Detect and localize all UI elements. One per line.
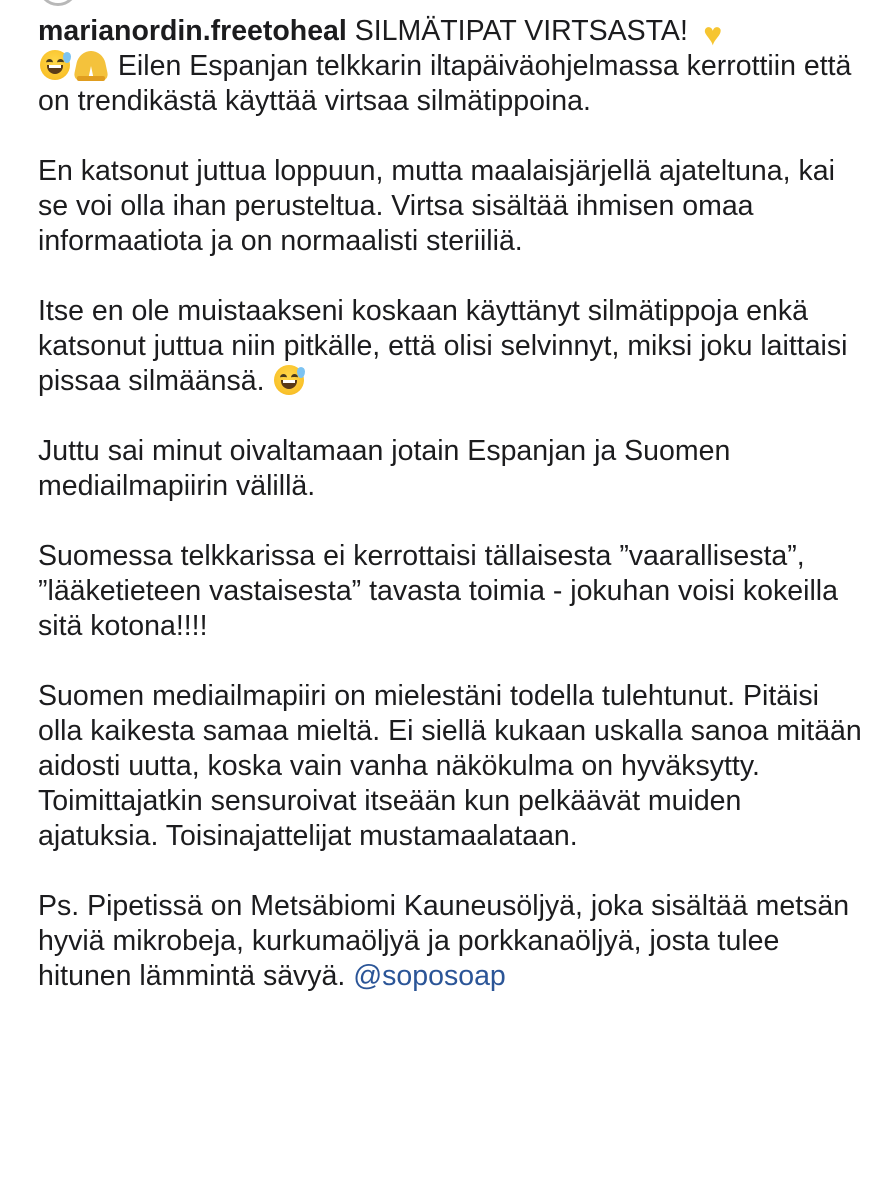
post-title: SILMÄTIPAT VIRTSASTA! bbox=[354, 15, 688, 47]
mention-link[interactable]: @soposoap bbox=[353, 960, 506, 992]
caption-first-paragraph bbox=[38, 14, 864, 119]
post-intro: Eilen Espanjan telkkarin iltapäiväohjelmassa kerrottiin että on trendikästä käyttää virtsaa silmätippoina. bbox=[38, 50, 852, 117]
ps-text: Ps. Pipetissä on Metsäbiomi Kauneusöljyä, joka sisältää metsän hyviä mikrobeja, kurkumaöljyä ja porkkanaöljyä, josta tulee hitunen lämmintä sävyä. bbox=[38, 890, 850, 992]
caption-paragraph-text: Itse en ole muistaakseni koskaan käyttänyt silmätippoja enkä katsonut juttua niin pitkälle, että olisi selvinnyt, miksi joku laittaisi pissaa silmäänsä. bbox=[38, 295, 848, 397]
post-caption bbox=[38, 14, 864, 994]
caption-paragraph: Suomen mediailmapiiri on mielestäni todella tulehtunut. Pitäisi olla kaikesta samaa mieltä. Ei siellä kukaan uskalla sanoa mitään aidosti uutta, koska vain vanha näkökulma on hyväksytty. Toimittajatkin sensuroivat itseään kun pelkäävät muiden ajatuksia. Toisinajattelijat mustamaalataan. bbox=[38, 680, 862, 852]
caption-paragraph: Suomessa telkkarissa ei kerrottaisi tällaisesta ”vaarallisesta”, ”lääketieteen vastaisesta” tavasta toimia - jokuhan voisi kokeilla sitä kotona!!!! bbox=[38, 540, 838, 642]
username-link[interactable]: marianordin.freetoheal bbox=[38, 15, 347, 47]
avatar[interactable] bbox=[38, 0, 84, 8]
caption-paragraph: Juttu sai minut oivaltamaan jotain Espanjan ja Suomen mediailmapiirin välillä. bbox=[38, 435, 731, 502]
grinning-sweat-emoji-icon bbox=[274, 365, 304, 395]
folded-hands-emoji-icon bbox=[74, 49, 108, 81]
caption-paragraph: En katsonut juttua loppuun, mutta maalaisjärjellä ajateltuna, kai se voi olla ihan perusteltua. Virtsa sisältää ihmisen omaa informaatiota ja on normaalisti steriiliä. bbox=[38, 155, 835, 257]
caption-paragraph bbox=[38, 294, 864, 399]
yellow-heart-icon: ♥ bbox=[703, 16, 723, 52]
grinning-sweat-emoji-icon bbox=[40, 50, 70, 80]
caption-ps-paragraph bbox=[38, 889, 864, 994]
